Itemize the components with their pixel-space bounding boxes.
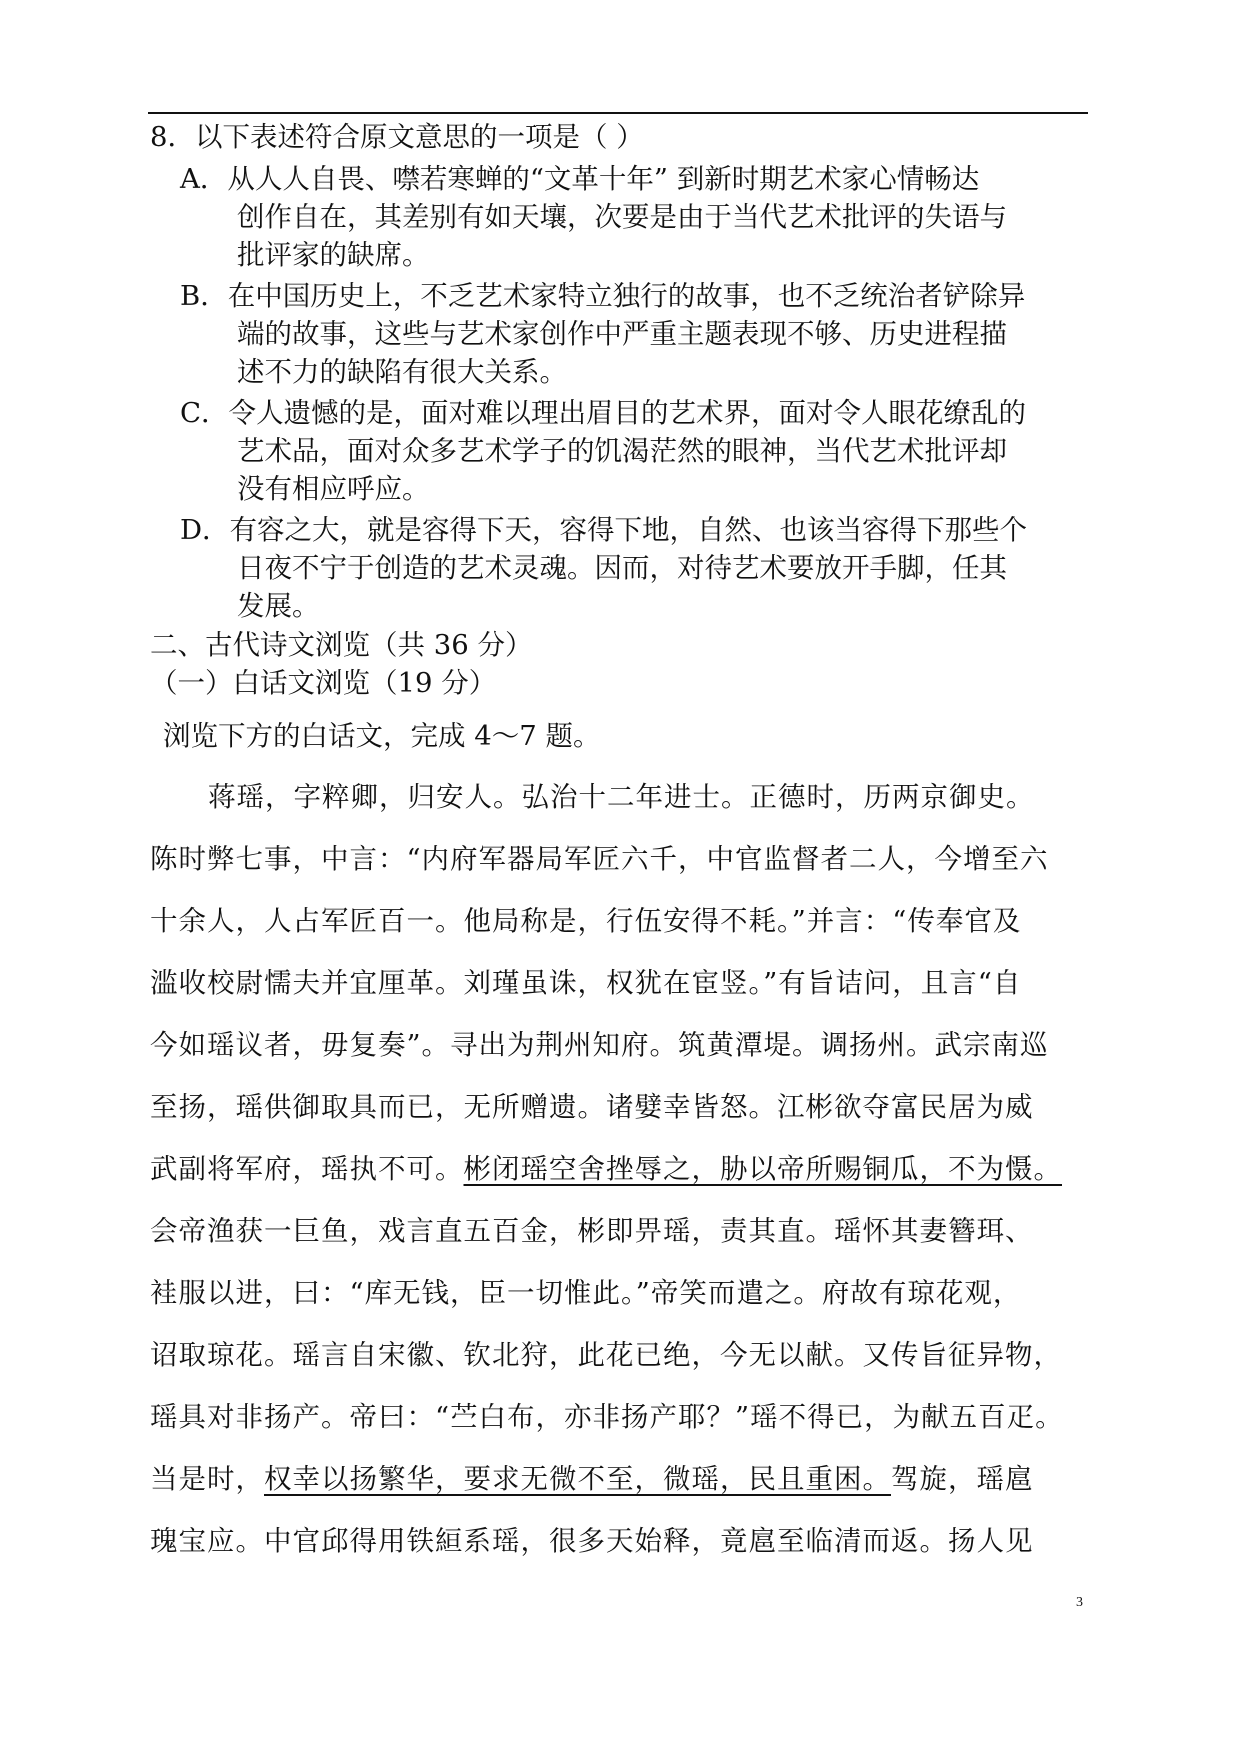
option-a-line-2: 创作自在，其差别有如天壤，次要是由于当代艺术批评的失语与 xyxy=(237,201,1007,233)
passage-line-12 xyxy=(150,1459,1034,1499)
passage-line-8: 会帝渔获一巨鱼，戏言直五百金，彬即畀瑶，责其直。瑶怀其妻簪珥、 xyxy=(150,1215,1034,1247)
option-c-line-1: C．令人遗憾的是，面对难以理出眉目的艺术界，面对令人眼花缭乱的 xyxy=(180,397,1027,429)
option-b-line-1: B．在中国历史上，不乏艺术家特立独行的故事，也不乏统治者铲除异 xyxy=(180,280,1026,312)
passage-line-5: 今如瑶议者，毋复奏”。寻出为荆州知府。筑黄潭堤。调扬州。武宗南巡 xyxy=(150,1029,1049,1061)
passage-text: 当是时， xyxy=(150,1463,264,1495)
option-b-line-3: 述不力的缺陷有很大关系。 xyxy=(237,356,567,388)
passage-line-10: 诏取琼花。瑶言自宋徽、钦北狩，此花已绝，今无以献。又传旨征异物， xyxy=(150,1339,1062,1371)
question-stem: 8．以下表述符合原文意思的一项是（ ） xyxy=(150,121,644,153)
section-subheading: （一）白话文浏览（19 分） xyxy=(150,667,497,699)
passage-line-2: 陈时弊七事，中言：“内府军器局军匠六千，中官监督者二人，今增至六 xyxy=(150,843,1049,875)
option-c-line-2: 艺术品，面对众多艺术学子的饥渴茫然的眼神，当代艺术批评却 xyxy=(237,435,1007,467)
page-number: 3 xyxy=(1076,1595,1083,1610)
option-a-line-3: 批评家的缺席。 xyxy=(237,239,430,271)
underlined-sentence-2: 权幸以扬繁华，要求无微不至，微瑶，民且重困。 xyxy=(264,1463,891,1495)
section-instruction: 浏览下方的白话文，完成 4～7 题。 xyxy=(163,720,601,752)
option-d-line-1: D．有容之大，就是容得下天，容得下地，自然、也该当容得下那些个 xyxy=(180,514,1028,546)
option-a-line-1: A．从人人自畏、噤若寒蝉的“文革十年” 到新时期艺术家心情畅达 xyxy=(180,163,980,195)
option-d-line-2: 日夜不宁于创造的艺术灵魂。因而，对待艺术要放开手脚，任其 xyxy=(237,552,1007,584)
passage-line-4: 滥收校尉懦夫并宜厘革。刘瑾虽诛，权犹在宦竖。”有旨诘问，且言“自 xyxy=(150,967,1022,999)
passage-line-6: 至扬，瑶供御取具而已，无所赠遗。诸嬖幸皆怒。江彬欲夺富民居为威 xyxy=(150,1091,1034,1123)
passage-line-11: 瑶具对非扬产。帝曰：“苎白布，亦非扬产耶？”瑶不得已，为献五百疋。 xyxy=(150,1401,1064,1433)
section-heading: 二、古代诗文浏览（共 36 分） xyxy=(150,629,533,661)
passage-line-13: 瑰宝应。中官邱得用铁絙系瑶，很多天始释，竟扈至临清而返。扬人见 xyxy=(150,1525,1034,1557)
passage-line-9: 袿服以进，曰：“库无钱，臣一切惟此。”帝笑而遣之。府故有琼花观， xyxy=(150,1277,1022,1309)
underlined-sentence-1: 彬闭瑶空舍挫辱之，胁以帝所赐铜瓜，不为慑。 xyxy=(463,1153,1062,1185)
option-b-line-2: 端的故事，这些与艺术家创作中严重主题表现不够、历史进程描 xyxy=(237,318,1007,350)
passage-line-7 xyxy=(150,1149,1062,1189)
option-c-line-3: 没有相应呼应。 xyxy=(237,473,430,505)
passage-text: 武副将军府，瑶执不可。 xyxy=(150,1153,464,1185)
option-d-line-3: 发展。 xyxy=(237,590,320,622)
passage-text: 驾旋，瑶扈 xyxy=(891,1463,1034,1495)
passage-line-1: 蒋瑶，字粹卿，归安人。弘治十二年进士。正德时，历两京御史。 xyxy=(208,781,1035,813)
header-rule xyxy=(148,112,1088,114)
passage-line-3: 十余人，人占军匠百一。他局称是，行伍安得不耗。”并言：“传奉官及 xyxy=(150,905,1022,937)
